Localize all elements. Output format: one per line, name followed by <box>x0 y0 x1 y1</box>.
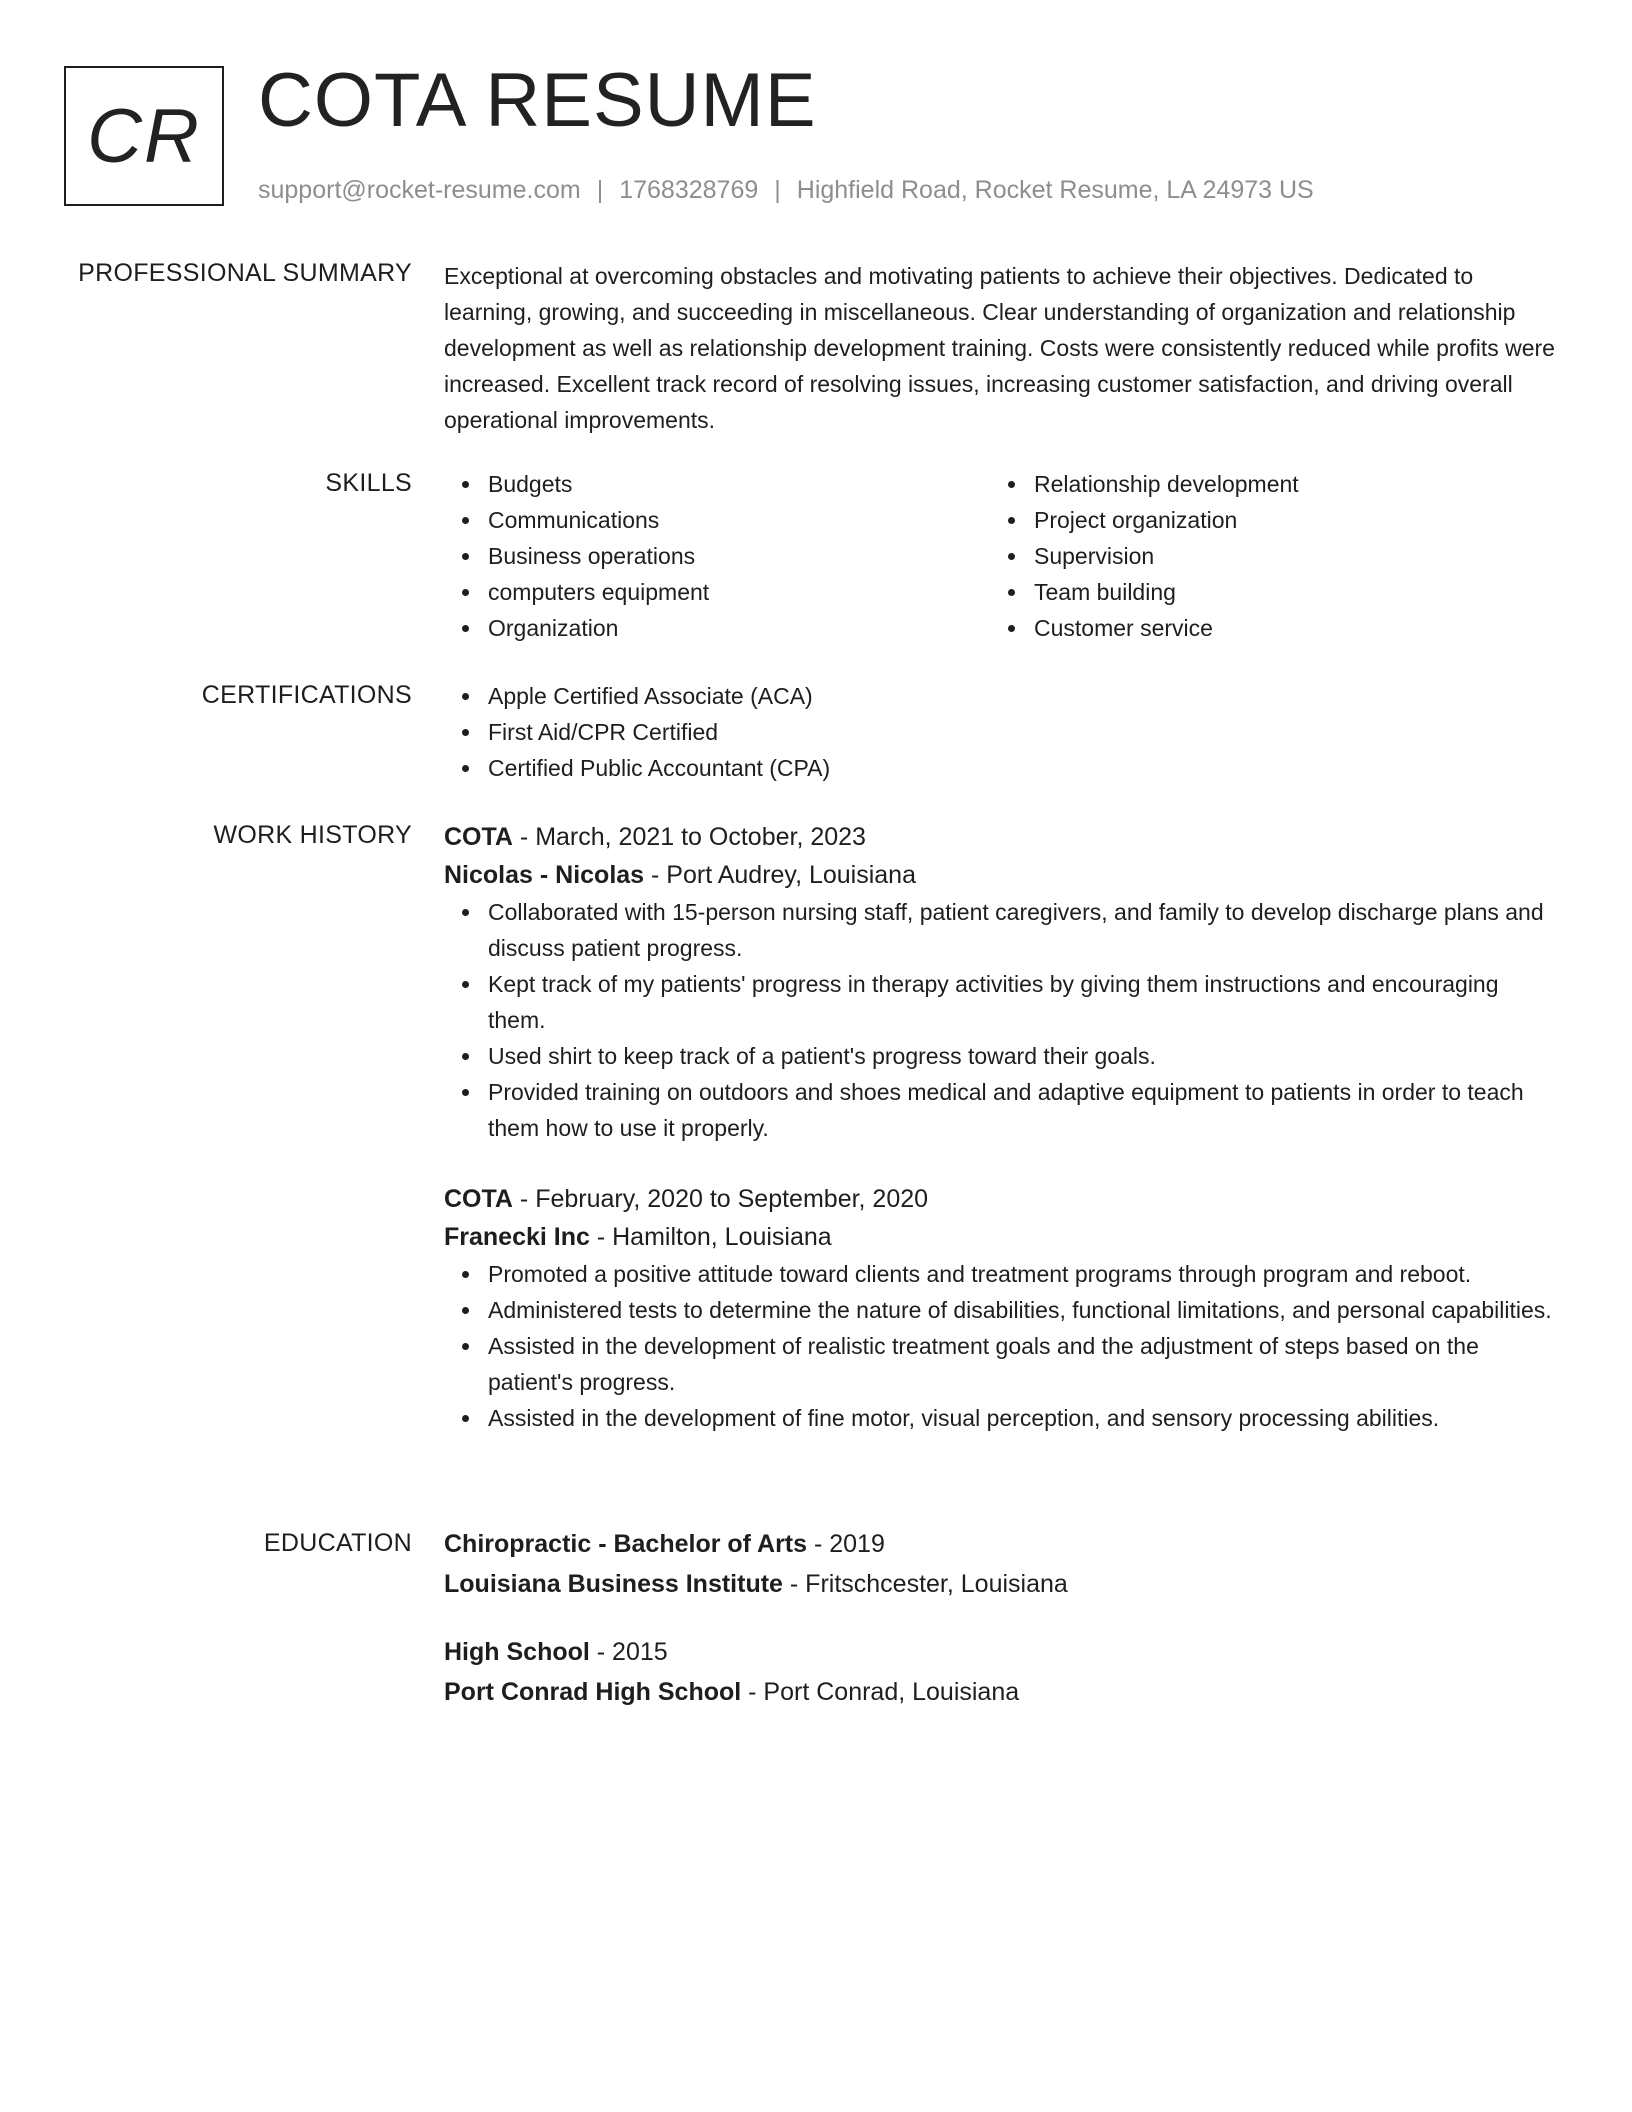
contact-separator: | <box>774 176 781 204</box>
job-bullet: Kept track of my patients' progress in therapy activities by giving them instructions and encouraging them. <box>488 966 1556 1038</box>
certification-item: Certified Public Accountant (CPA) <box>488 750 1556 786</box>
summary-text: Exceptional at overcoming obstacles and motivating patients to achieve their objectives. Dedicated to learning, growing, and succeeding in miscellaneous. Clear understanding of organization and relationship development as well as relationship development training. Costs were consistently reduced while profits were increased. Excellent track record of resolving issues, increasing customer satisfaction, and driving overall operational improvements. <box>444 263 1555 433</box>
section-label-summary: PROFESSIONAL SUMMARY <box>78 259 412 287</box>
job-org-line <box>444 856 1556 894</box>
skills-body <box>444 466 1556 646</box>
certifications-list <box>444 678 1556 786</box>
education-degree-line <box>444 1632 1556 1672</box>
education-school: Port Conrad High School <box>444 1678 742 1706</box>
job-org-line <box>444 1218 1556 1256</box>
section-label-skills: SKILLS <box>325 469 412 497</box>
work-body <box>444 818 1556 1436</box>
section-label-certifications: CERTIFICATIONS <box>201 681 412 709</box>
skills-list-left <box>444 466 990 646</box>
education-school-line <box>444 1672 1556 1712</box>
job-bullet: Promoted a positive attitude toward clients and treatment programs through program and reboot. <box>488 1256 1556 1292</box>
skill-item: Budgets <box>488 466 990 502</box>
job-bullet: Collaborated with 15-person nursing staff, patient caregivers, and family to develop discharge plans and discuss patient progress. <box>488 894 1556 966</box>
skill-item: Team building <box>1034 574 1536 610</box>
contact-email: support@rocket-resume.com <box>258 176 581 204</box>
job-title-line <box>444 818 1556 856</box>
monogram-logo: CR <box>64 66 224 206</box>
skill-item: Communications <box>488 502 990 538</box>
education-degree-line <box>444 1524 1556 1564</box>
job-bullet: Used shirt to keep track of a patient's progress toward their goals. <box>488 1038 1556 1074</box>
education-degree: High School <box>444 1638 590 1666</box>
education-location: - Fritschcester, Louisiana <box>782 1570 1068 1598</box>
job-title: COTA <box>444 823 513 851</box>
skill-item: Organization <box>488 610 990 646</box>
education-school-line <box>444 1564 1556 1604</box>
education-entry <box>444 1524 1556 1604</box>
job-company: Franecki Inc <box>444 1223 590 1251</box>
job-title: COTA <box>444 1185 513 1213</box>
education-year: - 2019 <box>807 1530 885 1558</box>
job-bullet: Administered tests to determine the nature of disabilities, functional limitations, and personal capabilities. <box>488 1292 1556 1328</box>
contact-line <box>258 174 1314 206</box>
job-bullet: Assisted in the development of realistic treatment goals and the adjustment of steps based on the patient's progress. <box>488 1328 1556 1400</box>
skill-item: Project organization <box>1034 502 1536 538</box>
job-company: Nicolas - Nicolas <box>444 861 645 889</box>
contact-separator: | <box>596 176 604 204</box>
job-entry <box>444 1180 1556 1436</box>
skills-list-right <box>990 466 1536 646</box>
skill-item: Business operations <box>488 538 990 574</box>
contact-address: Highfield Road, Rocket Resume, LA 24973 US <box>796 176 1314 204</box>
skill-item: computers equipment <box>488 574 990 610</box>
section-label-education: EDUCATION <box>263 1529 412 1557</box>
education-school: Louisiana Business Institute <box>444 1570 783 1598</box>
job-location: - Port Audrey, Louisiana <box>644 861 916 889</box>
education-entry <box>444 1632 1556 1712</box>
education-body <box>444 1524 1556 1712</box>
certifications-body <box>444 678 1556 786</box>
job-bullet: Assisted in the development of fine motor, visual perception, and sensory processing abilities. <box>488 1400 1556 1436</box>
job-location: - Hamilton, Louisiana <box>589 1223 832 1251</box>
job-dates: - February, 2020 to September, 2020 <box>512 1185 929 1213</box>
job-entry <box>444 818 1556 1146</box>
job-dates: - March, 2021 to October, 2023 <box>512 823 866 851</box>
education-year: - 2015 <box>589 1638 668 1666</box>
skill-item: Customer service <box>1034 610 1536 646</box>
section-label-work: WORK HISTORY <box>213 821 412 849</box>
job-bullets <box>444 1256 1556 1436</box>
certification-item: First Aid/CPR Certified <box>488 714 1556 750</box>
job-bullets <box>444 894 1556 1146</box>
contact-phone: 1768328769 <box>619 176 759 204</box>
certification-item: Apple Certified Associate (ACA) <box>488 678 1556 714</box>
skill-item: Relationship development <box>1034 466 1536 502</box>
resume-name: COTA RESUME <box>258 58 817 143</box>
education-degree: Chiropractic - Bachelor of Arts <box>444 1530 808 1558</box>
job-bullet: Provided training on outdoors and shoes medical and adaptive equipment to patients in order to teach them how to use it properly. <box>488 1074 1556 1146</box>
job-title-line <box>444 1180 1556 1218</box>
education-location: - Port Conrad, Louisiana <box>741 1678 1020 1706</box>
summary-body <box>444 258 1556 438</box>
skill-item: Supervision <box>1034 538 1536 574</box>
